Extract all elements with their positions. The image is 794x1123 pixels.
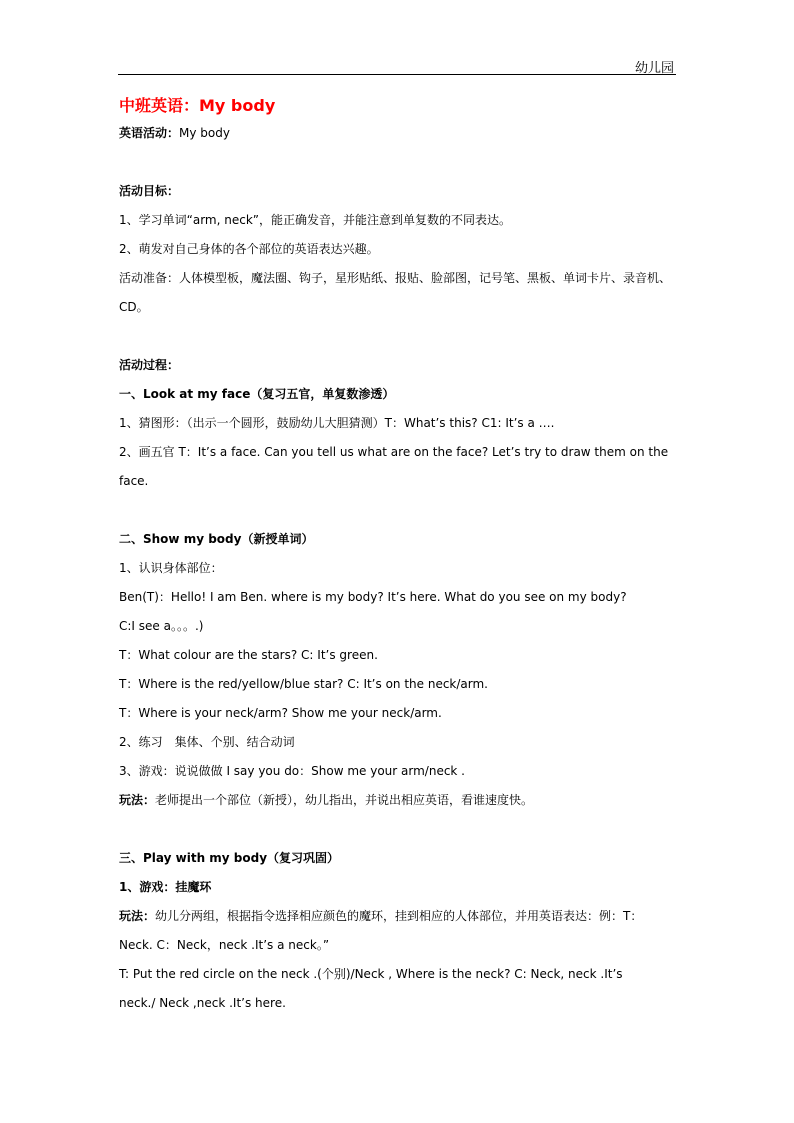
- spacer: [119, 815, 679, 844]
- preparation-line: 活动准备：人体模型板，魔法圈、钩子，星形贴纸、报贴、脸部图，记号笔、黑板、单词卡片、录音机、: [119, 271, 672, 285]
- spacer: [119, 322, 679, 351]
- spacer: [119, 496, 679, 525]
- part2-line: T：What colour are the stars? C: It’s green.: [119, 648, 378, 662]
- part2-line: 3、游戏：说说做做 I say you do：Show me your arm/neck .: [119, 764, 465, 778]
- part2-line: C:I see a。。。.): [119, 619, 204, 633]
- part2-line: Ben(T)：Hello! I am Ben. where is my body? It’s here. What do you see on my body?: [119, 590, 627, 604]
- part3-line: neck./ Neck ,neck .It’s here.: [119, 996, 286, 1010]
- part2-line: T：Where is your neck/arm? Show me your neck/arm.: [119, 706, 442, 720]
- page-header: 幼儿园: [634, 61, 674, 76]
- part3-line: Neck. C：Neck，neck .It’s a neck。”: [119, 938, 330, 952]
- part3-line: T: Put the red circle on the neck .(个别)/Neck , Where is the neck? C: Neck, neck .It’s: [119, 967, 623, 981]
- activity-label: 英语活动：: [119, 126, 180, 140]
- header-rule: [118, 74, 676, 75]
- document-title: 中班英语：My body: [119, 96, 276, 115]
- play-label: 玩法：: [119, 909, 156, 923]
- part1-heading: 一、Look at my face（复习五官，单复数渗透）: [119, 387, 395, 401]
- play-text: 老师提出一个部位（新授），幼儿指出，并说出相应英语，看谁速度快。: [155, 793, 534, 807]
- document-body: [119, 95, 679, 1018]
- part2-line: 1、认识身体部位：: [119, 561, 223, 575]
- part3-subheading: 1、游戏：挂魔环: [119, 880, 212, 894]
- part1-line: face.: [119, 474, 149, 488]
- goals-heading: 活动目标：: [119, 184, 180, 198]
- part1-line: 2、画五官 T：It’s a face. Can you tell us what are on the face? Let’s try to draw them on the: [119, 445, 669, 459]
- play-text: 幼儿分两组，根据指令选择相应颜色的魔环，挂到相应的人体部位，并用英语表达：例：T：: [155, 909, 643, 923]
- spacer: [119, 148, 679, 177]
- activity-line: [119, 119, 679, 148]
- part2-heading: 二、Show my body（新授单词）: [119, 532, 314, 546]
- goal-item: 2、萌发对自己身体的各个部位的英语表达兴趣。: [119, 242, 379, 256]
- part1-line: 1、猜图形：（出示一个圆形，鼓励幼儿大胆猜测）T：What’s this? C1: It’s a ….: [119, 416, 555, 430]
- part3-play-line: [119, 902, 679, 931]
- part2-line: T：Where is the red/yellow/blue star? C: It’s on the neck/arm.: [119, 677, 488, 691]
- part3-heading: 三、Play with my body（复习巩固）: [119, 851, 340, 865]
- process-heading: 活动过程：: [119, 358, 180, 372]
- goal-item: 1、学习单词“arm, neck”，能正确发音，并能注意到单复数的不同表达。: [119, 213, 512, 227]
- preparation-line: CD。: [119, 300, 149, 314]
- part2-play-line: [119, 786, 679, 815]
- part2-line: 2、练习 集体、个别、结合动词: [119, 735, 295, 749]
- activity-value: My body: [179, 126, 230, 140]
- play-label: 玩法：: [119, 793, 156, 807]
